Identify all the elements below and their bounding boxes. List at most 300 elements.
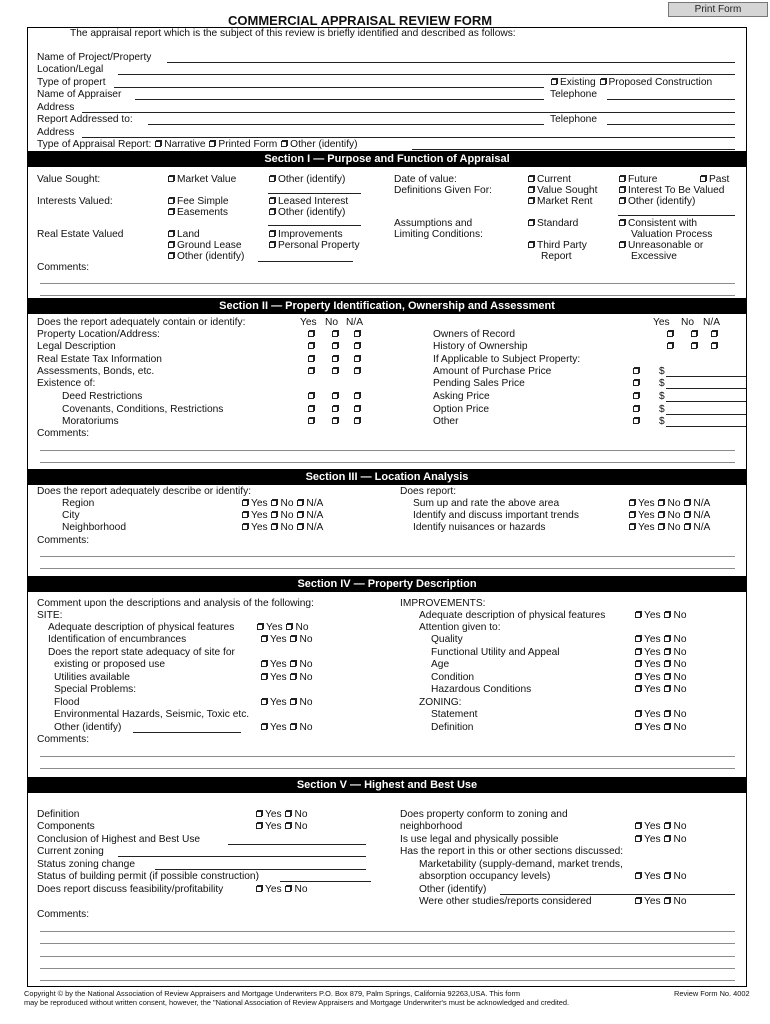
s2-no-header-right: No	[681, 317, 695, 328]
s3-right-yes-checkbox[interactable]	[629, 500, 635, 506]
def-interest-checkbox[interactable]	[619, 187, 625, 193]
interests-valued-label: Interests Valued:	[37, 196, 113, 207]
yes-label: Yes	[251, 510, 268, 521]
s3-right-yes-checkbox[interactable]	[629, 524, 635, 530]
interests-other-checkbox[interactable]	[269, 209, 275, 215]
zoning-no-checkbox[interactable]	[664, 711, 670, 717]
imp-no-checkbox[interactable]	[664, 636, 670, 642]
site-item: Special Problems:	[54, 684, 137, 695]
no-label: No	[299, 659, 313, 670]
print-form-button[interactable]: Print Form	[668, 2, 768, 17]
telephone-label: Telephone	[550, 89, 598, 100]
conform-no-checkbox[interactable]	[664, 823, 670, 829]
s2-na-header: N/A	[346, 317, 363, 328]
s3-na-checkbox[interactable]	[297, 512, 303, 518]
site-item: Does the report state adequacy of site for	[48, 647, 235, 658]
no-label: No	[280, 510, 294, 521]
standard-label: Standard	[537, 218, 579, 229]
s2-no-checkbox[interactable]	[332, 356, 338, 362]
conform-yes-checkbox[interactable]	[635, 823, 641, 829]
s5-item: Status zoning change	[37, 859, 135, 870]
section-3-header: Section III — Location Analysis	[27, 469, 747, 485]
site-no-checkbox[interactable]	[290, 674, 296, 680]
price-checkbox[interactable]	[633, 393, 639, 399]
s3-comments-label: Comments:	[37, 535, 90, 546]
yes-label: Yes	[644, 672, 661, 683]
no-label: No	[673, 647, 687, 658]
personal-property-label: Personal Property	[278, 240, 360, 251]
future-label: Future	[628, 174, 658, 185]
imp-item: Quality	[431, 634, 463, 645]
s3-item: Region	[62, 498, 95, 509]
s5-item: Components	[37, 821, 95, 832]
past-label: Past	[709, 174, 730, 185]
leased-interest-label: Leased Interest	[278, 196, 349, 207]
market-value-label: Market Value	[177, 174, 237, 185]
na-label: N/A	[306, 522, 324, 533]
zoning-yes-checkbox[interactable]	[635, 724, 641, 730]
third-party-checkbox[interactable]	[528, 242, 534, 248]
s1-comments-label: Comments:	[37, 262, 90, 273]
imp-yes-checkbox[interactable]	[635, 649, 641, 655]
value-other-checkbox[interactable]	[269, 176, 275, 182]
site-yes-checkbox[interactable]	[261, 724, 267, 730]
address-2-field[interactable]	[82, 137, 735, 138]
value-sought-label: Value Sought:	[37, 174, 101, 185]
third-party-label: Third Party	[537, 240, 587, 251]
no-label: No	[295, 622, 309, 633]
unreasonable-label: Unreasonable or	[628, 240, 704, 251]
conform-label-2: neighborhood	[400, 821, 463, 832]
zoning-yes-checkbox[interactable]	[635, 711, 641, 717]
personal-property-checkbox[interactable]	[269, 242, 275, 248]
dollar-sign: $	[659, 378, 665, 389]
s3-yes-checkbox[interactable]	[242, 500, 248, 506]
price-checkbox[interactable]	[633, 418, 639, 424]
price-field[interactable]	[666, 414, 746, 415]
legal-no-checkbox[interactable]	[664, 836, 670, 842]
imp-no-checkbox[interactable]	[664, 674, 670, 680]
definitions-label: Definitions Given For:	[394, 185, 492, 196]
yes-label: Yes	[644, 647, 661, 658]
yes-label: Yes	[644, 659, 661, 670]
no-label: No	[667, 498, 681, 509]
site-yes-checkbox[interactable]	[257, 624, 263, 630]
s2-question: Does the report adequately contain or identify:	[37, 317, 246, 328]
s2-item: Existence of:	[37, 378, 96, 389]
s2-no-checkbox[interactable]	[332, 393, 338, 399]
s3-right-item: Identify nuisances or hazards	[413, 522, 546, 533]
other-report-checkbox[interactable]	[281, 141, 287, 147]
land-checkbox[interactable]	[168, 231, 174, 237]
yes-label: Yes	[644, 834, 661, 845]
imp-no-checkbox[interactable]	[664, 686, 670, 692]
no-label: No	[299, 672, 313, 683]
real-estate-other-field[interactable]	[258, 261, 353, 262]
imp-desc: Adequate description of physical features	[419, 610, 606, 621]
marketability-label-1: Marketability (supply-demand, market trends,	[419, 859, 623, 870]
s3-right-na-checkbox[interactable]	[684, 524, 690, 530]
site-yes-checkbox[interactable]	[261, 661, 267, 667]
feasibility-yes-checkbox[interactable]	[256, 886, 262, 892]
dollar-sign: $	[659, 404, 665, 415]
price-field[interactable]	[666, 401, 746, 402]
no-label: No	[673, 871, 687, 882]
value-other-label: Other (identify)	[278, 174, 346, 185]
current-checkbox[interactable]	[528, 176, 534, 182]
s3-right-no-checkbox[interactable]	[658, 512, 664, 518]
name-appraiser-label: Name of Appraiser	[37, 89, 122, 100]
def-other-checkbox[interactable]	[619, 198, 625, 204]
s2-item: Deed Restrictions	[62, 391, 143, 402]
s2-price-item: Option Price	[433, 404, 490, 415]
na-label: N/A	[693, 498, 711, 509]
telephone-2-label: Telephone	[550, 114, 598, 125]
s2-price-item: Other	[433, 416, 459, 427]
s2-item: Assessments, Bonds, etc.	[37, 366, 155, 377]
yes-label: Yes	[644, 896, 661, 907]
real-estate-other-checkbox[interactable]	[168, 253, 174, 259]
s2-na-checkbox[interactable]	[354, 393, 360, 399]
imp-yes-checkbox[interactable]	[635, 674, 641, 680]
imp-no-checkbox[interactable]	[664, 612, 670, 618]
no-label: No	[299, 697, 313, 708]
s2-right-item: If Applicable to Subject Property:	[433, 354, 581, 365]
s5-comment-line[interactable]	[40, 943, 735, 944]
yes-label: Yes	[265, 809, 282, 820]
s2-right-item: History of Ownership	[433, 341, 528, 352]
standard-checkbox[interactable]	[528, 220, 534, 226]
s5-other-field[interactable]	[500, 894, 735, 895]
no-label: No	[673, 634, 687, 645]
s3-right-na-checkbox[interactable]	[684, 512, 690, 518]
no-label: No	[667, 522, 681, 533]
no-label: No	[280, 522, 294, 533]
site-item: existing or proposed use	[54, 659, 165, 670]
imp-yes-checkbox[interactable]	[635, 686, 641, 692]
zoning-item: Statement	[431, 709, 478, 720]
yes-label: Yes	[270, 659, 287, 670]
s2-comment-line[interactable]	[40, 450, 735, 451]
site-item: Adequate description of physical features	[48, 622, 235, 633]
marketability-no-checkbox[interactable]	[664, 873, 670, 879]
s2-na-checkbox[interactable]	[354, 406, 360, 412]
no-label: No	[673, 722, 687, 733]
no-label: No	[667, 510, 681, 521]
site-item: Environmental Hazards, Seismic, Toxic etc.	[54, 709, 250, 720]
s2-right-no-checkbox[interactable]	[691, 343, 697, 349]
no-label: No	[673, 709, 687, 720]
s2-item: Moratoriums	[62, 416, 119, 427]
s5-comment-line[interactable]	[40, 931, 735, 932]
attention-label: Attention given to:	[419, 622, 501, 633]
s3-comment-line[interactable]	[40, 568, 735, 569]
site-yes-checkbox[interactable]	[261, 674, 267, 680]
section-1-header: Section I — Purpose and Function of Appraisal	[27, 151, 747, 167]
name-project-label: Name of Project/Property	[37, 52, 152, 63]
s4-comment-line[interactable]	[40, 768, 735, 769]
price-checkbox[interactable]	[633, 368, 639, 374]
s3-right-no-checkbox[interactable]	[658, 500, 664, 506]
s2-yes-checkbox[interactable]	[308, 356, 314, 362]
date-value-label: Date of value:	[394, 174, 457, 185]
s2-no-checkbox[interactable]	[332, 343, 338, 349]
dollar-sign: $	[659, 391, 665, 402]
s3-yes-checkbox[interactable]	[242, 512, 248, 518]
address-field[interactable]	[82, 112, 735, 113]
future-checkbox[interactable]	[619, 176, 625, 182]
s2-no-checkbox[interactable]	[332, 368, 338, 374]
s3-right-yes-checkbox[interactable]	[629, 512, 635, 518]
no-label: No	[673, 896, 687, 907]
s5-comment-line[interactable]	[40, 956, 735, 957]
zoning-item: Definition	[431, 722, 474, 733]
conclusion-field[interactable]	[228, 844, 366, 845]
na-label: N/A	[306, 498, 324, 509]
type-property-field[interactable]	[114, 87, 544, 88]
ground-lease-checkbox[interactable]	[168, 242, 174, 248]
no-label: No	[673, 821, 687, 832]
s2-right-yes-checkbox[interactable]	[667, 343, 673, 349]
s2-no-checkbox[interactable]	[332, 418, 338, 424]
s5-item: Does report discuss feasibility/profitability	[37, 884, 224, 895]
s2-yes-header: Yes	[300, 317, 317, 328]
narrative-checkbox[interactable]	[155, 141, 161, 147]
s3-no-checkbox[interactable]	[271, 500, 277, 506]
s5-item: Conclusion of Highest and Best Use	[37, 834, 201, 845]
unreasonable-checkbox[interactable]	[619, 242, 625, 248]
imp-item: Functional Utility and Appeal	[431, 647, 560, 658]
def-other-label: Other (identify)	[628, 196, 696, 207]
printed-form-checkbox[interactable]	[209, 141, 215, 147]
imp-item: Hazardous Conditions	[431, 684, 532, 695]
building-permit-field[interactable]	[280, 881, 371, 882]
site-item: Utilities available	[54, 672, 130, 683]
site-item: Flood	[54, 697, 80, 708]
no-label: No	[299, 722, 313, 733]
telephone-2-field[interactable]	[607, 124, 735, 125]
def-value-sought-checkbox[interactable]	[528, 187, 534, 193]
site-no-checkbox[interactable]	[290, 636, 296, 642]
yes-label: Yes	[644, 709, 661, 720]
legal-label: Is use legal and physically possible	[400, 834, 559, 845]
leased-interest-checkbox[interactable]	[269, 198, 275, 204]
other-report-label: Other (identify)	[290, 139, 358, 150]
site-yes-checkbox[interactable]	[261, 636, 267, 642]
marketability-label-2: absorption occupancy levels)	[419, 871, 551, 882]
yes-label: Yes	[644, 821, 661, 832]
s2-na-header-right: N/A	[703, 317, 720, 328]
name-appraiser-field[interactable]	[135, 99, 544, 100]
copyright-line-1: Copyright © by the National Association of Review Appraisers and Mortgage Underwriters P.O. Box 879, Palm Springs, California 92263,USA. This form	[24, 989, 521, 998]
improvements-heading: IMPROVEMENTS:	[400, 598, 486, 609]
no-label: No	[294, 821, 308, 832]
s3-yes-checkbox[interactable]	[242, 524, 248, 530]
s5-other-label: Other (identify)	[419, 884, 487, 895]
s1-comment-line[interactable]	[40, 283, 735, 284]
imp-yes-checkbox[interactable]	[635, 661, 641, 667]
excessive-label: Excessive	[631, 251, 677, 262]
no-label: No	[299, 634, 313, 645]
site-no-checkbox[interactable]	[290, 724, 296, 730]
improvements-checkbox[interactable]	[269, 231, 275, 237]
s3-na-checkbox[interactable]	[297, 524, 303, 530]
s4-comment-line[interactable]	[40, 756, 735, 757]
s3-item: City	[62, 510, 80, 521]
s5-yes-checkbox[interactable]	[256, 811, 262, 817]
name-project-field[interactable]	[167, 62, 735, 63]
s2-yes-checkbox[interactable]	[308, 343, 314, 349]
s4-comment-upon: Comment upon the descriptions and analysis of the following:	[37, 598, 314, 609]
s2-na-checkbox[interactable]	[354, 368, 360, 374]
type-report-label: Type of Appraisal Report:	[37, 139, 152, 150]
consistent-checkbox[interactable]	[619, 220, 625, 226]
s5-comments-label: Comments:	[37, 909, 90, 920]
s2-yes-checkbox[interactable]	[308, 418, 314, 424]
s2-right-yes-checkbox[interactable]	[667, 331, 673, 337]
s2-right-no-checkbox[interactable]	[691, 331, 697, 337]
no-label: No	[294, 809, 308, 820]
s2-yes-checkbox[interactable]	[308, 368, 314, 374]
imp-yes-checkbox[interactable]	[635, 636, 641, 642]
s1-comment-line[interactable]	[40, 295, 735, 296]
zoning-no-checkbox[interactable]	[664, 724, 670, 730]
s3-right-item: Identify and discuss important trends	[413, 510, 579, 521]
price-checkbox[interactable]	[633, 380, 639, 386]
s2-yes-checkbox[interactable]	[308, 406, 314, 412]
site-yes-checkbox[interactable]	[261, 699, 267, 705]
price-field[interactable]	[666, 376, 746, 377]
value-other-field[interactable]	[268, 193, 361, 194]
current-label: Current	[537, 174, 571, 185]
location-legal-field[interactable]	[118, 74, 735, 75]
s2-na-checkbox[interactable]	[354, 418, 360, 424]
s2-right-na-checkbox[interactable]	[711, 343, 717, 349]
report-addressed-field[interactable]	[148, 124, 544, 125]
price-field[interactable]	[666, 388, 746, 389]
imp-no-checkbox[interactable]	[664, 661, 670, 667]
interests-other-field[interactable]	[268, 225, 361, 226]
site-item: Other (identify)	[54, 722, 122, 733]
yes-label: Yes	[644, 871, 661, 882]
past-checkbox[interactable]	[700, 176, 706, 182]
improvements-label: Improvements	[278, 229, 343, 240]
section-5-header: Section V — Highest and Best Use	[27, 777, 747, 793]
imp-yes-checkbox[interactable]	[635, 612, 641, 618]
studies-yes-checkbox[interactable]	[635, 898, 641, 904]
market-rent-label: Market Rent	[537, 196, 593, 207]
s5-yes-checkbox[interactable]	[256, 823, 262, 829]
existing-checkbox[interactable]	[551, 79, 557, 85]
s2-no-checkbox[interactable]	[332, 331, 338, 337]
site-item: Identification of encumbrances	[48, 634, 187, 645]
price-field[interactable]	[666, 426, 746, 427]
s5-comment-line[interactable]	[40, 968, 735, 969]
market-value-checkbox[interactable]	[168, 176, 174, 182]
s3-comment-line[interactable]	[40, 556, 735, 557]
has-report-label: Has the report in this or other sections discussed:	[400, 846, 624, 857]
yes-label: Yes	[638, 498, 655, 509]
s2-na-checkbox[interactable]	[354, 356, 360, 362]
imp-no-checkbox[interactable]	[664, 649, 670, 655]
s2-comment-line[interactable]	[40, 462, 735, 463]
s2-no-checkbox[interactable]	[332, 406, 338, 412]
existing-label: Existing	[560, 77, 596, 88]
fee-simple-label: Fee Simple	[177, 196, 229, 207]
s3-no-checkbox[interactable]	[271, 512, 277, 518]
na-label: N/A	[693, 522, 711, 533]
no-label: No	[673, 610, 687, 621]
ground-lease-label: Ground Lease	[177, 240, 242, 251]
s3-does-report: Does report:	[400, 486, 457, 497]
s2-right-na-checkbox[interactable]	[711, 331, 717, 337]
easements-checkbox[interactable]	[168, 209, 174, 215]
status-zoning-field[interactable]	[155, 869, 366, 870]
s2-yes-checkbox[interactable]	[308, 393, 314, 399]
no-label: No	[673, 684, 687, 695]
s5-comment-line[interactable]	[40, 980, 735, 981]
real-estate-other-label: Other (identify)	[177, 251, 245, 262]
studies-no-checkbox[interactable]	[664, 898, 670, 904]
s3-na-checkbox[interactable]	[297, 500, 303, 506]
form-number: Review Form No. 4002	[674, 989, 750, 998]
s2-no-header: No	[325, 317, 339, 328]
price-checkbox[interactable]	[633, 406, 639, 412]
no-label: No	[280, 498, 294, 509]
yes-label: Yes	[251, 522, 268, 533]
marketability-yes-checkbox[interactable]	[635, 873, 641, 879]
land-label: Land	[177, 229, 200, 240]
report-addressed-label: Report Addressed to:	[37, 114, 133, 125]
s3-question: Does the report adequately describe or identify:	[37, 486, 252, 497]
s5-no-checkbox[interactable]	[285, 811, 291, 817]
easements-label: Easements	[177, 207, 228, 218]
s3-right-na-checkbox[interactable]	[684, 500, 690, 506]
def-other-field[interactable]	[618, 215, 735, 216]
yes-label: Yes	[644, 610, 661, 621]
legal-yes-checkbox[interactable]	[635, 836, 641, 842]
s2-na-checkbox[interactable]	[354, 343, 360, 349]
na-label: N/A	[693, 510, 711, 521]
s2-yes-checkbox[interactable]	[308, 331, 314, 337]
telephone-field[interactable]	[607, 99, 735, 100]
s3-right-no-checkbox[interactable]	[658, 524, 664, 530]
s5-no-checkbox[interactable]	[285, 823, 291, 829]
def-interest-label: Interest To Be Valued	[628, 185, 725, 196]
current-zoning-field[interactable]	[118, 856, 366, 857]
printed-form-label: Printed Form	[218, 139, 278, 150]
s2-na-checkbox[interactable]	[354, 331, 360, 337]
yes-label: Yes	[270, 634, 287, 645]
s3-no-checkbox[interactable]	[271, 524, 277, 530]
copyright-line-2: may be reproduced without written consent, however, the "National Association of Review Appraisers and Mortgage Underwriter's must be acknowledged and credited.	[24, 998, 570, 1007]
fee-simple-checkbox[interactable]	[168, 198, 174, 204]
yes-label: Yes	[638, 522, 655, 533]
yes-label: Yes	[265, 884, 282, 895]
s2-price-item: Asking Price	[433, 391, 490, 402]
feasibility-no-checkbox[interactable]	[285, 886, 291, 892]
market-rent-checkbox[interactable]	[528, 198, 534, 204]
site-no-checkbox[interactable]	[290, 661, 296, 667]
site-no-checkbox[interactable]	[286, 624, 292, 630]
site-other-field[interactable]	[133, 732, 241, 733]
site-no-checkbox[interactable]	[290, 699, 296, 705]
s2-item: Legal Description	[37, 341, 116, 352]
type-property-label: Type of propert	[37, 77, 106, 88]
proposed-checkbox[interactable]	[600, 79, 606, 85]
no-label: No	[673, 672, 687, 683]
other-report-field[interactable]	[412, 149, 735, 150]
